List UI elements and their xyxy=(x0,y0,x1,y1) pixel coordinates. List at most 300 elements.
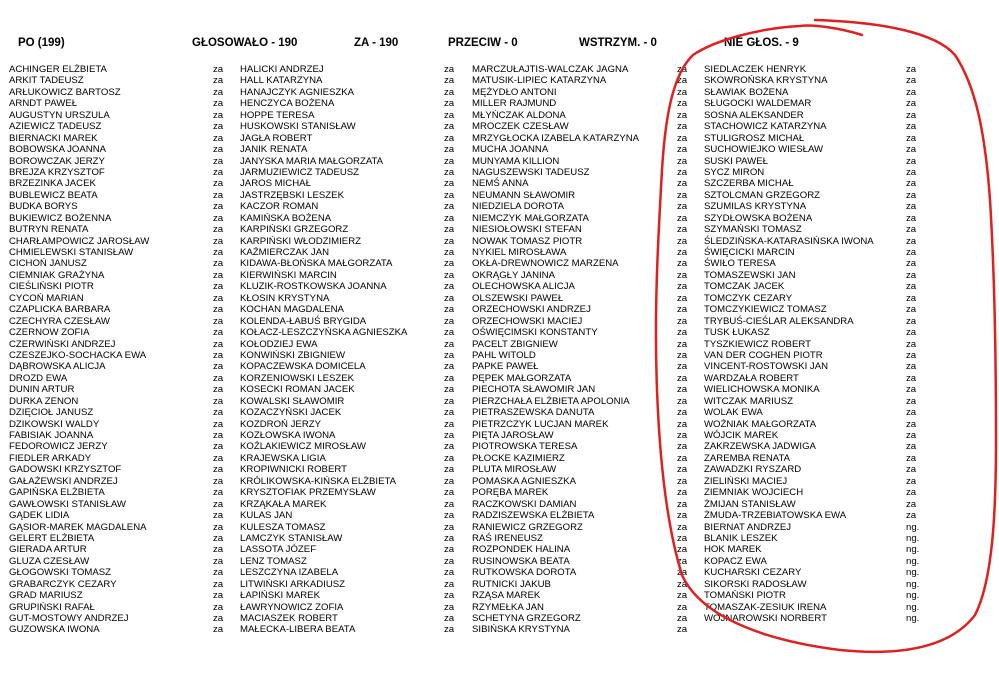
vote-value: ng. xyxy=(906,544,920,556)
deputy-name: JANYSKA MARIA MAŁGORZATA xyxy=(240,155,384,167)
deputy-name: NEMŚ ANNA xyxy=(472,178,529,190)
deputy-name: RUTNICKI JAKUB xyxy=(472,578,551,590)
deputy-name: RUTKOWSKA DOROTA xyxy=(472,567,577,579)
vote-value: za xyxy=(213,109,224,121)
deputy-name: TOMCZAK JACEK xyxy=(704,281,785,293)
deputy-name: MUCHA JOANNA xyxy=(472,144,549,156)
vote-value: za xyxy=(677,544,688,556)
deputy-name: OLSZEWSKI PAWEŁ xyxy=(472,292,564,304)
vote-value: za xyxy=(906,498,917,510)
vote-value: za xyxy=(906,144,917,156)
vote-value: za xyxy=(677,407,688,419)
vote-value: za xyxy=(677,315,688,327)
vote-value: za xyxy=(677,624,688,636)
vote-value: za xyxy=(906,281,917,293)
vote-value: za xyxy=(677,212,688,224)
vote-value: za xyxy=(677,338,688,350)
vote-value: za xyxy=(906,327,917,339)
deputy-name: ORZECHOWSKI MACIEJ xyxy=(472,315,583,327)
vote-value: za xyxy=(906,475,917,487)
vote-value: za xyxy=(906,452,917,464)
deputy-name: BOROWCZAK JERZY xyxy=(9,155,105,167)
vote-value: za xyxy=(677,109,688,121)
deputy-name: KOPACZEWSKA DOMICELA xyxy=(240,361,366,373)
deputy-name: DUNIN ARTUR xyxy=(9,384,75,396)
deputy-name: CHARŁAMPOWICZ JAROSŁAW xyxy=(9,235,150,247)
vote-value: za xyxy=(906,441,917,453)
deputy-name: ŚWIĘCICKI MARCIN xyxy=(704,247,795,258)
deputy-name: ŚLEDZIŃSKA-KATARASIŃSKA IWONA xyxy=(704,235,874,247)
deputy-name: BLANIK LESZEK xyxy=(704,532,778,544)
deputy-name: CZERWIŃSKI ANDRZEJ xyxy=(9,338,116,350)
vote-value: za xyxy=(444,121,455,133)
deputy-name: CZERNOW ZOFIA xyxy=(9,327,90,339)
deputy-name: KAMIŃSKA BOŻENA xyxy=(240,212,332,224)
deputy-name: LAMCZYK STANISŁAW xyxy=(240,532,343,544)
deputy-name: SIEDLACZEK HENRYK xyxy=(704,64,807,75)
vote-value: za xyxy=(677,613,688,624)
vote-value: za xyxy=(677,464,688,476)
vote-value: za xyxy=(213,487,224,499)
deputy-name: SIKORSKI RADOSŁAW xyxy=(704,578,807,590)
vote-value: za xyxy=(213,258,224,270)
deputy-name: DURKA ZENON xyxy=(9,395,79,407)
deputy-name: AZIEWICZ TADEUSZ xyxy=(9,121,102,133)
vote-value: za xyxy=(906,372,917,384)
deputy-name: BOBOWSKA JOANNA xyxy=(9,144,107,156)
deputy-name: GADOWSKI KRZYSZTOF xyxy=(9,464,122,476)
deputy-name: LITWIŃSKI ARKADIUSZ xyxy=(240,578,346,590)
deputy-name: PORĘBA MAREK xyxy=(472,487,549,499)
deputy-name: LASSOTA JÓZEF xyxy=(240,544,317,556)
vote-value: za xyxy=(213,510,224,522)
deputy-name: TYSZKIEWICZ ROBERT xyxy=(704,338,811,350)
vote-value: za xyxy=(677,430,688,441)
deputy-name: BUBLEWICZ BEATA xyxy=(9,189,98,201)
vote-value: za xyxy=(906,464,917,476)
deputy-name: SZTOLCMAN GRZEGORZ xyxy=(704,189,821,201)
vote-value: za xyxy=(444,510,455,522)
deputy-name: NIESIOŁOWSKI STEFAN xyxy=(472,224,582,236)
vote-value: za xyxy=(677,189,688,201)
deputy-name: NAGUSZEWSKI TADEUSZ xyxy=(472,166,590,178)
vote-value: za xyxy=(213,327,224,339)
deputy-name: HANAJCZYK AGNIESZKA xyxy=(240,86,355,98)
vote-value: za xyxy=(906,418,917,430)
vote-value: za xyxy=(213,121,224,133)
deputy-name: KULESZA TOMASZ xyxy=(240,521,326,533)
deputy-name: AUGUSTYN URSZULA xyxy=(9,109,110,121)
deputy-name: KOŹLAKIEWICZ MIROSŁAW xyxy=(240,441,366,453)
vote-value: za xyxy=(444,555,455,567)
vote-value: za xyxy=(906,166,917,178)
vote-value: za xyxy=(677,247,688,258)
deputy-name: SZUMILAS KRYSTYNA xyxy=(704,201,807,213)
deputy-name: RANIEWICZ GRZEGORZ xyxy=(472,521,583,533)
not-voting-count: NIE GŁOS. - 9 xyxy=(724,37,799,49)
vote-value: za xyxy=(213,521,224,533)
vote-value: za xyxy=(906,361,917,373)
vote-value: za xyxy=(444,532,455,544)
vote-value: za xyxy=(677,441,688,453)
vote-value: za xyxy=(444,212,455,224)
vote-value: za xyxy=(906,121,917,133)
deputy-name: DZIĘCIOŁ JANUSZ xyxy=(9,407,94,419)
deputy-name: ŁAWRYNOWICZ ZOFIA xyxy=(240,601,344,613)
vote-value: za xyxy=(677,532,688,544)
deputy-name: OKŁA-DREWNOWICZ MARZENA xyxy=(472,258,619,270)
vote-value: za xyxy=(444,178,455,190)
deputy-name: KIERWIŃSKI MARCIN xyxy=(240,269,337,281)
vote-value: za xyxy=(444,521,455,533)
deputy-name: SKOWROŃSKA KRYSTYNA xyxy=(704,75,828,87)
deputy-name: CIEŚLIŃSKI PIOTR xyxy=(9,281,94,293)
vote-value: za xyxy=(213,315,224,327)
vote-value: za xyxy=(213,430,224,441)
vote-value: za xyxy=(444,349,455,361)
vote-value: za xyxy=(213,624,224,636)
vote-value: ng. xyxy=(906,613,920,624)
deputy-name: HALL KATARZYNA xyxy=(240,75,323,87)
vote-value: za xyxy=(677,487,688,499)
club-total: PO (199) xyxy=(18,37,65,49)
deputy-name: MRZYGŁOCKA IZABELA KATARZYNA xyxy=(472,132,640,144)
vote-value: za xyxy=(906,269,917,281)
vote-value: za xyxy=(677,372,688,384)
deputy-name: CICHOŃ JANUSZ xyxy=(9,258,87,270)
vote-value: za xyxy=(213,166,224,178)
vote-value: za xyxy=(906,109,917,121)
deputy-name: TOMASZAK-ZESIUK IRENA xyxy=(704,601,827,613)
voted-count: GŁOSOWAŁO - 190 xyxy=(192,37,298,49)
vote-value: za xyxy=(906,178,917,190)
deputy-name: PIERZCHAŁA ELŻBIETA APOLONIA xyxy=(472,395,630,407)
vote-value: za xyxy=(213,407,224,419)
deputy-name: PŁOCKE KAZIMIERZ xyxy=(472,452,565,464)
vote-value: za xyxy=(677,601,688,613)
vote-value: za xyxy=(906,64,917,75)
deputy-name: PIOTROWSKA TERESA xyxy=(472,441,578,453)
vote-value: za xyxy=(906,212,917,224)
deputy-name: SŁUGOCKI WALDEMAR xyxy=(704,98,812,110)
vote-value: za xyxy=(677,498,688,510)
vote-value: za xyxy=(906,292,917,304)
vote-value: ng. xyxy=(906,578,920,590)
vote-value: za xyxy=(213,452,224,464)
deputy-name: GUZOWSKA IWONA xyxy=(9,624,100,636)
deputy-name: TUSK ŁUKASZ xyxy=(704,327,770,339)
deputy-name: TRYBUŚ-CIEŚLAR ALEKSANDRA xyxy=(704,315,854,327)
deputy-name: SYCZ MIRON xyxy=(704,166,765,178)
vote-value: za xyxy=(444,224,455,236)
vote-value: za xyxy=(213,475,224,487)
deputy-name: KONWIŃSKI ZBIGNIEW xyxy=(240,349,346,361)
vote-value: za xyxy=(444,384,455,396)
deputy-name: GUT-MOSTOWY ANDRZEJ xyxy=(9,613,129,624)
against-count: PRZECIW - 0 xyxy=(448,37,518,49)
vote-value: za xyxy=(444,109,455,121)
vote-value: za xyxy=(444,372,455,384)
vote-value: za xyxy=(444,590,455,602)
deputy-name: ACHINGER ELŻBIETA xyxy=(9,64,107,75)
vote-value: za xyxy=(444,338,455,350)
deputy-name: HUSKOWSKI STANISŁAW xyxy=(240,121,356,133)
vote-value: za xyxy=(444,601,455,613)
deputy-name: NEUMANN SŁAWOMIR xyxy=(472,189,576,201)
deputy-name: ŚWIŁO TERESA xyxy=(704,258,776,270)
deputy-name: LESZCZYNA IZABELA xyxy=(240,567,339,579)
vote-value: za xyxy=(677,144,688,156)
deputy-name: SUSKI PAWEŁ xyxy=(704,155,768,167)
vote-value: za xyxy=(444,304,455,316)
deputy-name: KOZDROŃ JERZY xyxy=(240,418,322,430)
vote-value: za xyxy=(213,75,224,87)
vote-value: za xyxy=(677,121,688,133)
deputy-name: GAPIŃSKA ELŻBIETA xyxy=(9,487,105,499)
deputy-name: HOK MAREK xyxy=(704,544,762,556)
deputy-name: SZYDŁOWSKA BOŻENA xyxy=(704,212,813,224)
vote-value: za xyxy=(444,269,455,281)
deputy-name: BUTRYN RENATA xyxy=(9,224,89,236)
deputy-name: KOWALSKI SŁAWOMIR xyxy=(240,395,345,407)
deputy-name: POMASKA AGNIESZKA xyxy=(472,475,576,487)
deputy-name: RACZKOWSKI DAMIAN xyxy=(472,498,577,510)
deputy-name: KULAS JAN xyxy=(240,510,293,522)
deputy-name: PAPKE PAWEŁ xyxy=(472,361,539,373)
deputy-name: KOCHAN MAGDALENA xyxy=(240,304,344,316)
vote-value: za xyxy=(213,498,224,510)
vote-value: za xyxy=(444,498,455,510)
vote-value: za xyxy=(444,624,455,636)
deputy-name: FEDOROWICZ JERZY xyxy=(9,441,108,453)
deputy-name: GĄDEK LIDIA xyxy=(9,510,70,522)
vote-value: za xyxy=(906,235,917,247)
deputy-name: BUDKA BORYS xyxy=(9,201,78,213)
vote-value: za xyxy=(213,578,224,590)
for-count: ZA - 190 xyxy=(354,37,399,49)
deputy-name: CZAPLICKA BARBARA xyxy=(9,304,111,316)
deputy-name: SCHETYNA GRZEGORZ xyxy=(472,613,581,624)
vote-value: za xyxy=(906,430,917,441)
deputy-name: JANIK RENATA xyxy=(240,144,308,156)
vote-value: za xyxy=(213,269,224,281)
deputy-name: PACELT ZBIGNIEW xyxy=(472,338,558,350)
vote-value: za xyxy=(677,452,688,464)
vote-value: za xyxy=(677,327,688,339)
vote-value: za xyxy=(906,247,917,258)
deputy-name: GELERT ELŻBIETA xyxy=(9,532,95,544)
vote-value: za xyxy=(444,430,455,441)
vote-value: za xyxy=(444,144,455,156)
vote-value: za xyxy=(213,544,224,556)
vote-value: za xyxy=(213,395,224,407)
vote-value: za xyxy=(677,475,688,487)
deputy-name: PLUTA MIROSŁAW xyxy=(472,464,557,476)
vote-value: za xyxy=(677,235,688,247)
vote-value: ng. xyxy=(906,555,920,567)
deputy-name: GAŁAŻEWSKI ANDRZEJ xyxy=(9,475,118,487)
vote-value: za xyxy=(677,578,688,590)
deputy-name: KRZĄKAŁA MAREK xyxy=(240,498,327,510)
deputy-name: KIDAWA-BŁOŃSKA MAŁGORZATA xyxy=(240,258,393,270)
deputy-name: BUKIEWICZ BOŻENNA xyxy=(9,212,112,224)
vote-value: za xyxy=(677,418,688,430)
vote-value: za xyxy=(213,247,224,258)
deputy-name: STACHOWICZ KATARZYNA xyxy=(704,121,827,133)
vote-value: za xyxy=(213,292,224,304)
vote-value: za xyxy=(213,349,224,361)
deputy-name: ŻMIJAN STANISŁAW xyxy=(704,498,796,510)
vote-value: za xyxy=(213,144,224,156)
deputy-name: KOŁACZ-LESZCZYŃSKA AGNIESZKA xyxy=(240,327,408,339)
vote-value: za xyxy=(906,315,917,327)
deputy-name: DZIKOWSKI WALDY xyxy=(9,418,100,430)
vote-value: za xyxy=(906,407,917,419)
deputy-name: KARPIŃSKI GRZEGORZ xyxy=(240,224,349,236)
deputy-name: ORZECHOWSKI ANDRZEJ xyxy=(472,304,591,316)
deputy-name: CIEMNIAK GRAŻYNA xyxy=(9,269,105,281)
vote-value: za xyxy=(677,269,688,281)
vote-value: za xyxy=(213,212,224,224)
vote-value: za xyxy=(677,590,688,602)
deputy-name: KOPACZ EWA xyxy=(704,555,767,567)
deputy-name: WOJNAROWSKI NORBERT xyxy=(704,613,827,624)
deputy-name: GRABARCZYK CEZARY xyxy=(9,578,117,590)
vote-value: za xyxy=(213,235,224,247)
vote-value: za xyxy=(906,258,917,270)
vote-value: za xyxy=(906,304,917,316)
deputy-name: KOSECKI ROMAN JACEK xyxy=(240,384,355,396)
vote-value: za xyxy=(213,98,224,110)
deputy-name: KOZŁOWSKA IWONA xyxy=(240,430,336,441)
deputy-name: WARDZAŁA ROBERT xyxy=(704,372,799,384)
deputy-name: RZĄSA MAREK xyxy=(472,590,541,602)
vote-value: za xyxy=(677,361,688,373)
deputy-name: HENCZYCA BOŻENA xyxy=(240,98,335,110)
deputy-name: ARŁUKOWICZ BARTOSZ xyxy=(9,86,121,98)
deputy-name: NIEMCZYK MAŁGORZATA xyxy=(472,212,589,224)
vote-value: za xyxy=(213,601,224,613)
vote-value: za xyxy=(444,258,455,270)
deputy-name: PAHL WITOLD xyxy=(472,349,536,361)
vote-value: za xyxy=(213,532,224,544)
deputy-name: PIETRZCZYK LUCJAN MAREK xyxy=(472,418,609,430)
deputy-name: CYCOŃ MARIAN xyxy=(9,292,84,304)
vote-value: za xyxy=(444,441,455,453)
vote-value: za xyxy=(677,86,688,98)
vote-value: za xyxy=(444,189,455,201)
deputy-name: TOMCZYKIEWICZ TOMASZ xyxy=(704,304,827,316)
deputy-name: BRZEZINKA JACEK xyxy=(9,178,96,190)
deputy-name: PĘPEK MAŁGORZATA xyxy=(472,372,572,384)
vote-value: za xyxy=(677,178,688,190)
vote-value: za xyxy=(213,361,224,373)
vote-value: za xyxy=(906,384,917,396)
vote-value: za xyxy=(444,567,455,579)
deputy-name: ARKIT TADEUSZ xyxy=(9,75,84,87)
vote-value: za xyxy=(444,235,455,247)
deputy-name: WIELICHOWSKA MONIKA xyxy=(704,384,820,396)
deputy-name: KRÓLIKOWSKA-KIŃSKA ELŻBIETA xyxy=(240,475,397,487)
vote-value: za xyxy=(444,247,455,258)
deputy-name: RUSINOWSKA BEATA xyxy=(472,555,570,567)
deputy-name: JAGŁA ROBERT xyxy=(240,132,313,144)
vote-value: za xyxy=(213,613,224,624)
deputy-name: MACIASZEK ROBERT xyxy=(240,613,338,624)
deputy-name: GRAD MARIUSZ xyxy=(9,590,83,602)
deputy-name: CHMIELEWSKI STANISŁAW xyxy=(9,247,134,258)
vote-value: za xyxy=(906,487,917,499)
deputy-name: SŁAWIAK BOŻENA xyxy=(704,86,789,98)
deputy-name: ZAWADZKI RYSZARD xyxy=(704,464,802,476)
vote-value: za xyxy=(906,75,917,87)
vote-value: za xyxy=(444,155,455,167)
deputy-name: KUCHARSKI CEZARY xyxy=(704,567,802,579)
vote-value: za xyxy=(444,418,455,430)
deputy-name: ZIELIŃSKI MACIEJ xyxy=(704,475,788,487)
vote-value: za xyxy=(906,338,917,350)
deputy-name: PIECHOTA SŁAWOMIR JAN xyxy=(472,384,596,396)
deputy-name: KLUZIK-ROSTKOWSKA JOANNA xyxy=(240,281,387,293)
vote-value: za xyxy=(906,395,917,407)
vote-value: za xyxy=(444,86,455,98)
deputy-name: OŚWIĘCIMSKI KONSTANTY xyxy=(472,327,598,339)
deputy-name: DROZD EWA xyxy=(9,372,68,384)
deputy-name: GIERADA ARTUR xyxy=(9,544,87,556)
vote-value: za xyxy=(213,224,224,236)
vote-value: za xyxy=(677,304,688,316)
vote-value: za xyxy=(677,567,688,579)
deputy-name: WÓJCIK MAREK xyxy=(704,430,779,441)
deputy-name: SZCZERBA MICHAŁ xyxy=(704,178,794,190)
vote-value: za xyxy=(213,155,224,167)
deputy-name: WITCZAK MARIUSZ xyxy=(704,395,794,407)
vote-value: za xyxy=(213,281,224,293)
deputy-name: GRUPIŃSKI RAFAŁ xyxy=(9,601,95,613)
vote-value: za xyxy=(677,155,688,167)
vote-value: za xyxy=(677,349,688,361)
deputy-name: BIERNAT ANDRZEJ xyxy=(704,521,792,533)
vote-value: za xyxy=(677,281,688,293)
deputy-name: MATUSIK-LIPIEC KATARZYNA xyxy=(472,75,607,87)
deputy-name: OKRĄGŁY JANINA xyxy=(472,269,555,281)
vote-value: za xyxy=(906,224,917,236)
vote-value: za xyxy=(213,86,224,98)
vote-value: za xyxy=(444,407,455,419)
deputy-name: JARMUZIEWICZ TADEUSZ xyxy=(240,166,360,178)
deputy-name: GAWŁOWSKI STANISŁAW xyxy=(9,498,126,510)
deputy-name: BREJZA KRZYSZTOF xyxy=(9,166,105,178)
vote-value: za xyxy=(213,384,224,396)
deputy-name: KRAJEWSKA LIGIA xyxy=(240,452,326,464)
deputy-name: FABISIAK JOANNA xyxy=(9,430,94,441)
vote-value: za xyxy=(213,201,224,213)
vote-value: za xyxy=(444,98,455,110)
deputy-name: JAROS MICHAŁ xyxy=(240,178,311,190)
vote-value: za xyxy=(906,132,917,144)
vote-value: za xyxy=(677,510,688,522)
deputy-name: PIETRASZEWSKA DANUTA xyxy=(472,407,595,419)
vote-value: za xyxy=(213,178,224,190)
vote-value: za xyxy=(906,510,917,522)
vote-value: za xyxy=(444,315,455,327)
deputy-name: KOZACZYŃSKI JACEK xyxy=(240,407,342,419)
vote-value: za xyxy=(444,166,455,178)
vote-value: za xyxy=(213,441,224,453)
deputy-name: HALICKI ANDRZEJ xyxy=(240,64,324,75)
vote-value: za xyxy=(213,338,224,350)
deputy-name: GŁOGOWSKI TOMASZ xyxy=(9,567,111,579)
